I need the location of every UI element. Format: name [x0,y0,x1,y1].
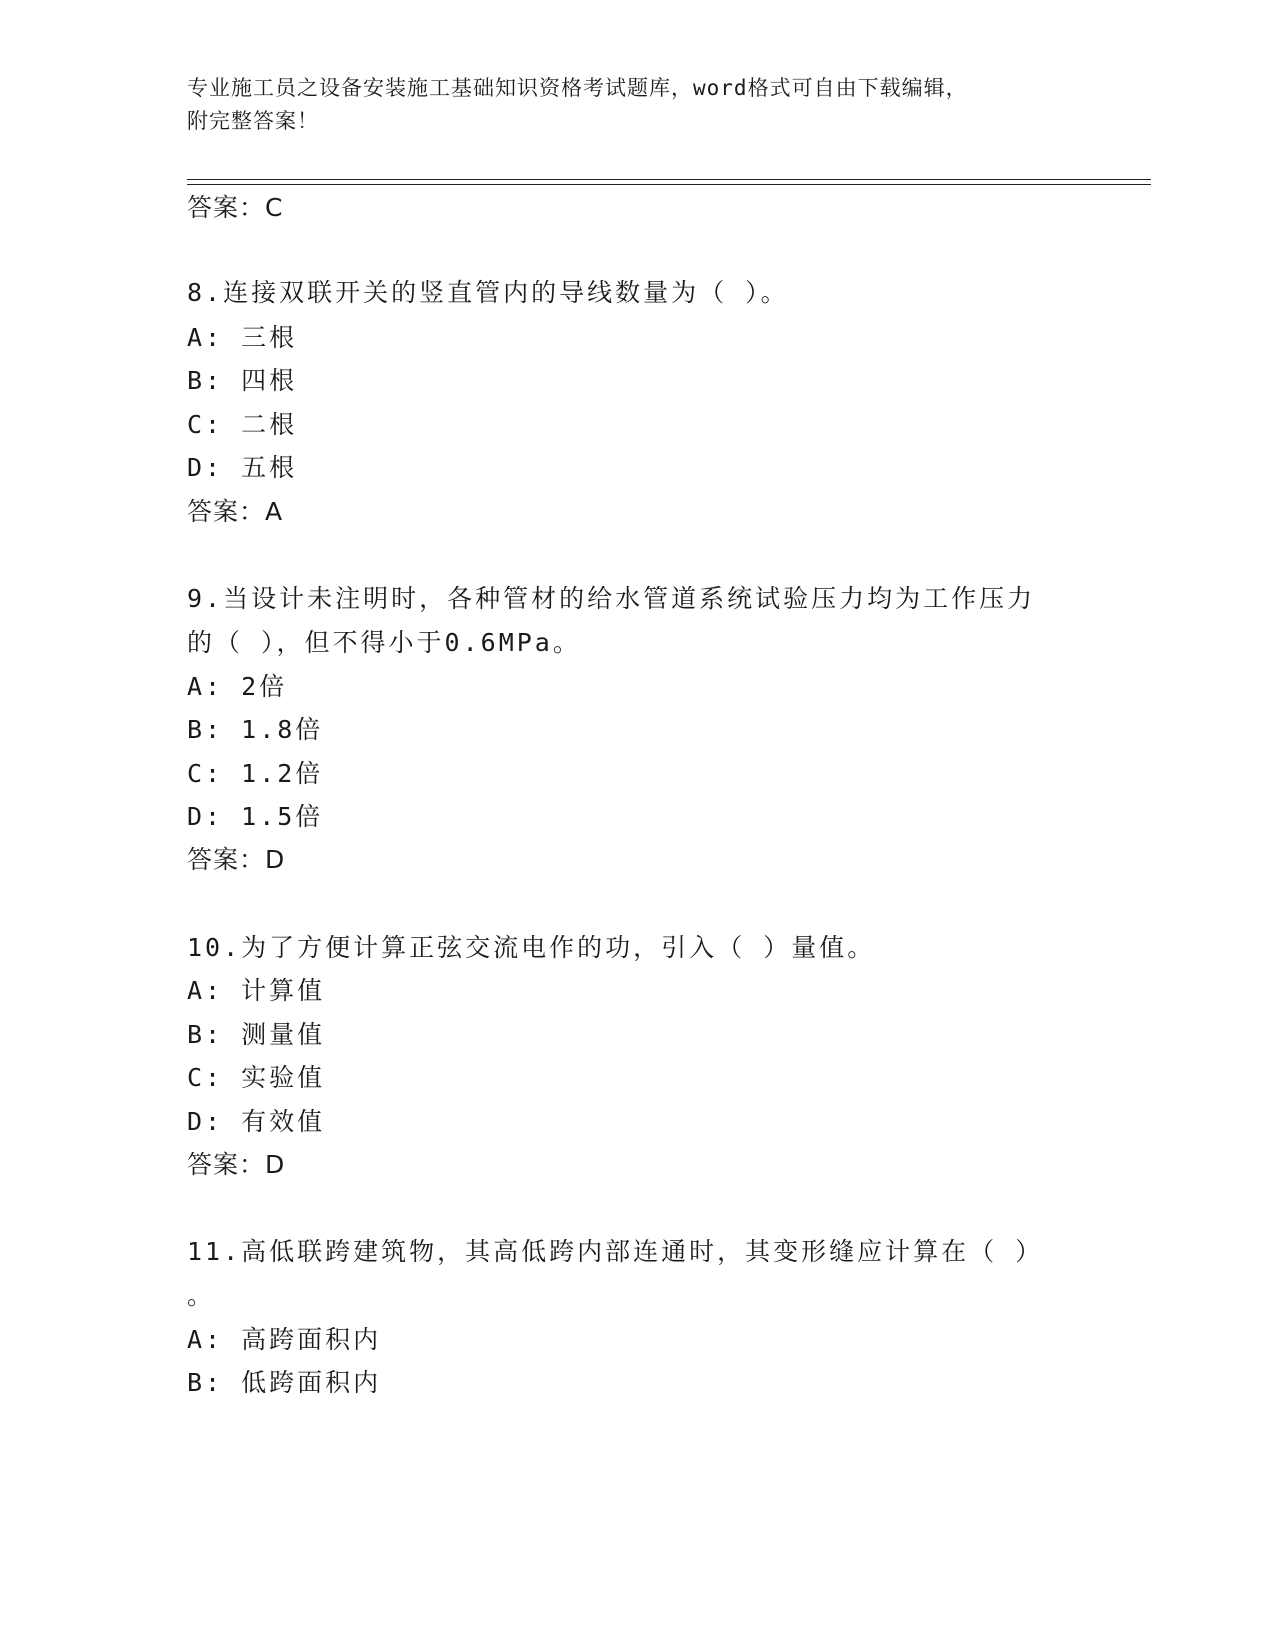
question-11-option-a: A: 高跨面积内 [187,1325,382,1354]
header-line-2: 附完整答案！ [187,109,319,133]
header-divider-top [187,179,1151,180]
question-8-option-a: A: 三根 [187,323,298,352]
question-9-stem-line-2: 的（ ），但不得小于0.6MPa。 [187,628,581,657]
question-10-option-c: C: 实验值 [187,1063,326,1092]
question-8-answer: 答案：A [187,497,284,526]
header-divider-bottom [187,184,1151,185]
question-9-stem-line-1: 9.当设计未注明时，各种管材的给水管道系统试验压力均为工作压力 [187,584,1036,613]
question-9-option-d: D: 1.5倍 [187,802,324,831]
document-header [187,72,1087,138]
question-9-option-b: B: 1.8倍 [187,715,324,744]
question-11-stem-line-1: 11.高低联跨建筑物，其高低跨内部连通时，其变形缝应计算在（ ） [187,1237,1044,1266]
question-11-option-b: B: 低跨面积内 [187,1368,382,1397]
question-10-stem: 10.为了方便计算正弦交流电作的功，引入（ ）量值。 [187,933,876,962]
question-10-option-b: B: 测量值 [187,1020,326,1049]
question-10-option-d: D: 有效值 [187,1107,326,1136]
question-8-stem: 8.连接双联开关的竖直管内的导线数量为（ ）。 [187,278,789,307]
question-10-answer: 答案：D [187,1150,286,1179]
question-10-option-a: A: 计算值 [187,976,326,1005]
question-8-option-d: D: 五根 [187,453,298,482]
header-line-1: 专业施工员之设备安装施工基础知识资格考试题库，word格式可自由下载编辑， [187,76,968,100]
question-9-option-a: A: 2倍 [187,672,288,701]
question-8-option-b: B: 四根 [187,366,298,395]
question-9-answer: 答案：D [187,845,286,874]
question-8-option-c: C: 二根 [187,410,298,439]
question-9-option-c: C: 1.2倍 [187,759,324,788]
question-11-stem-line-2: 。 [187,1281,216,1310]
previous-answer: 答案：C [187,193,284,222]
